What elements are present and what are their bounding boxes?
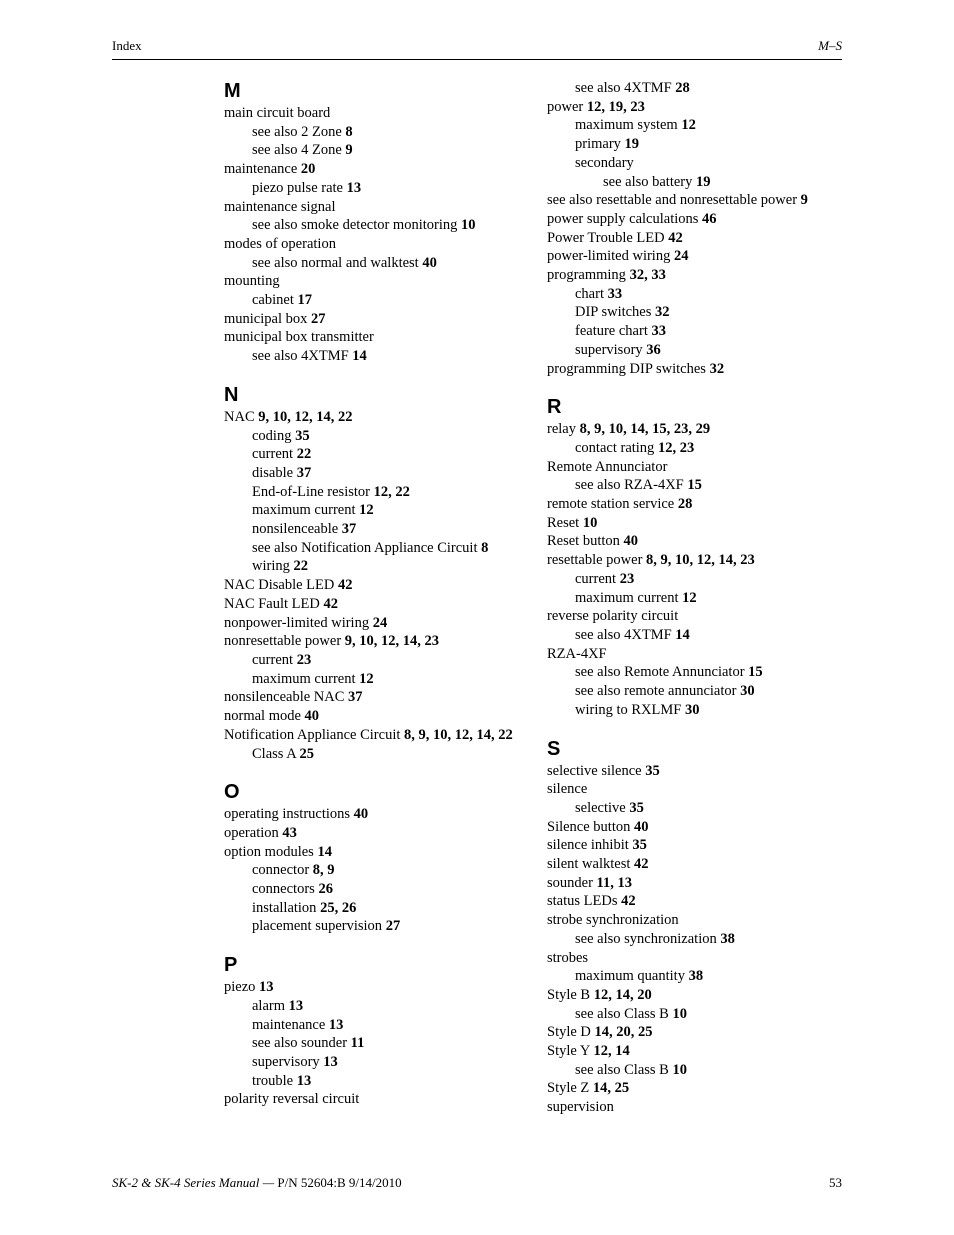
index-page-refs: 9 [345, 142, 353, 159]
index-entry [547, 911, 847, 930]
index-page-refs: 10 [461, 217, 476, 234]
index-term: NAC [224, 408, 259, 425]
index-entry [224, 160, 524, 179]
index-page-refs: 23 [619, 570, 635, 587]
index-term: Class A [252, 745, 300, 762]
index-page-refs: 32, 33 [629, 267, 666, 284]
index-entry [547, 514, 847, 533]
index-page-refs: 40 [623, 533, 639, 550]
index-term: connector [252, 862, 313, 879]
index-page-refs: 37 [296, 464, 312, 481]
index-term: Power Trouble LED [547, 229, 669, 246]
index-subentry [224, 464, 524, 483]
index-entry [224, 632, 524, 651]
index-subentry [547, 682, 847, 701]
index-entry [224, 576, 524, 595]
index-page-refs: 30 [740, 683, 755, 700]
index-subentry [224, 1053, 524, 1072]
index-page-refs: 9, 10, 12, 14, 22 [258, 408, 353, 425]
index-term: modes of operation [224, 235, 336, 252]
index-entry [547, 551, 847, 570]
index-term: current [252, 651, 297, 668]
index-page-refs: 27 [311, 310, 326, 327]
index-entry [547, 458, 847, 477]
index-page-refs: 19 [624, 136, 640, 153]
index-page-refs: 40 [422, 254, 437, 271]
index-page-refs: 33 [651, 323, 666, 340]
index-entry [547, 855, 847, 874]
index-term: wiring [252, 558, 294, 575]
index-entry [224, 843, 524, 862]
index-page-refs: 14 [675, 626, 690, 643]
index-subentry [224, 880, 524, 899]
index-page-refs: 12, 22 [373, 483, 410, 500]
index-subentry [224, 1016, 524, 1035]
index-term: polarity reversal circuit [224, 1091, 360, 1108]
index-page-refs: 12 [682, 589, 697, 606]
index-term: see also Remote Annunciator [575, 664, 749, 681]
index-term: maximum current [252, 502, 360, 519]
index-term: Silence button [547, 818, 634, 835]
index-term: Notification Appliance Circuit [224, 726, 404, 743]
index-page-refs: 40 [634, 818, 649, 835]
index-page-refs: 42 [634, 856, 649, 873]
index-term: nonsilenceable NAC [224, 689, 349, 706]
index-entry [547, 836, 847, 855]
index-subentry [547, 589, 847, 608]
index-entry [224, 824, 524, 843]
index-page-refs: 43 [282, 824, 297, 841]
index-term: remote station service [547, 496, 678, 513]
index-column-right [547, 79, 847, 1117]
index-entry [547, 780, 847, 799]
index-page-refs: 10 [672, 1005, 687, 1022]
index-term: nonsilenceable [252, 521, 342, 538]
index-page-refs: 13 [346, 179, 362, 196]
index-term: see also battery [603, 173, 697, 190]
index-page-refs: 35 [629, 799, 644, 816]
index-page-refs: 19 [696, 173, 711, 190]
index-page-refs: 40 [353, 806, 369, 823]
index-page-refs: 38 [688, 968, 704, 985]
index-subentry [224, 254, 524, 273]
index-term: maximum system [575, 117, 682, 134]
index-subentry [224, 670, 524, 689]
index-page-refs: 20 [300, 161, 316, 178]
index-entry [224, 805, 524, 824]
index-term: relay [547, 421, 580, 438]
index-page-refs: 12, 19, 23 [586, 98, 645, 115]
index-term: maintenance [252, 1016, 329, 1033]
index-subentry [547, 116, 847, 135]
index-term: normal mode [224, 708, 305, 725]
index-page-refs: 14, 20, 25 [594, 1024, 653, 1041]
index-page-refs: 36 [646, 341, 661, 358]
index-subentry [547, 285, 847, 304]
index-subentry [547, 1005, 847, 1024]
index-page-refs: 33 [607, 285, 623, 302]
index-page-refs: 12, 14 [593, 1043, 630, 1060]
index-term: nonresettable power [224, 633, 345, 650]
index-page-refs: 8, 9, 10, 12, 14, 23 [646, 552, 755, 569]
index-subentry [547, 322, 847, 341]
index-entry [547, 1042, 847, 1061]
index-subentry [547, 799, 847, 818]
index-term: End-of-Line resistor [252, 483, 374, 500]
index-page-refs: 11, 13 [596, 874, 632, 891]
index-term: nonpower-limited wiring [224, 614, 373, 631]
index-entry [547, 949, 847, 968]
index-letter-heading: N [224, 383, 239, 406]
index-term: operating instructions [224, 806, 354, 823]
index-entry [224, 408, 524, 427]
index-page-refs: 25, 26 [320, 899, 357, 916]
index-entry [547, 892, 847, 911]
index-term: see also 4XTMF [575, 80, 676, 96]
index-term: contact rating [575, 439, 658, 456]
index-page-refs: 9 [800, 192, 808, 209]
index-page-refs: 28 [675, 80, 690, 96]
index-subentry [547, 930, 847, 949]
running-header-right: M–S [818, 38, 842, 53]
index-term: silence inhibit [547, 837, 633, 854]
index-entry [224, 310, 524, 329]
index-entry [224, 978, 524, 997]
index-subentry [547, 663, 847, 682]
index-entry [224, 235, 524, 254]
index-term: NAC Fault LED [224, 595, 324, 612]
index-page-refs: 8, 9, 10, 14, 15, 23, 29 [579, 421, 711, 438]
index-letter-heading: S [547, 737, 561, 760]
index-subentry [224, 861, 524, 880]
index-page-refs: 23 [296, 651, 312, 668]
index-page-refs: 9, 10, 12, 14, 23 [344, 633, 440, 650]
index-entry [547, 607, 847, 626]
index-subentry [224, 427, 524, 446]
index-term: Reset [547, 514, 583, 531]
index-page-refs: 13 [296, 1072, 312, 1089]
index-term: maintenance [224, 161, 301, 178]
index-term: NAC Disable LED [224, 577, 338, 594]
index-page-refs: 38 [720, 930, 735, 947]
index-subentry [224, 1034, 524, 1053]
index-term: selective [575, 799, 630, 816]
index-term: strobes [547, 949, 589, 966]
index-term: programming [547, 267, 630, 284]
index-term: maximum current [575, 589, 683, 606]
index-term: operation [224, 824, 283, 841]
index-term: status LEDs [547, 893, 622, 910]
page-number: 53 [829, 1175, 842, 1190]
running-header-left: Index [112, 38, 142, 53]
index-subentry [224, 347, 524, 366]
index-term: maximum current [252, 670, 360, 687]
index-term: see also RZA-4XF [575, 477, 688, 494]
index-entry [224, 595, 524, 614]
index-subentry [547, 701, 847, 720]
index-page-refs: 8 [345, 123, 353, 140]
index-subentry [547, 79, 847, 98]
index-page-refs: 14, 25 [592, 1080, 630, 1097]
index-page-refs: 22 [296, 446, 312, 463]
index-letter-heading: R [547, 396, 562, 419]
index-term: see also 4XTMF [252, 348, 353, 365]
index-entry [224, 707, 524, 726]
index-term: cabinet [252, 292, 298, 309]
index-entry [224, 1090, 524, 1109]
index-subentry [224, 291, 524, 310]
index-entry [547, 420, 847, 439]
index-page-refs: 35 [645, 762, 660, 779]
index-term: option modules [224, 843, 318, 860]
index-page-refs: 25 [299, 745, 315, 762]
index-letter-heading: P [224, 954, 238, 977]
index-term: piezo pulse rate [252, 179, 347, 196]
index-letter-heading: M [224, 80, 241, 102]
index-entry [547, 1023, 847, 1042]
index-term: see also smoke detector monitoring [252, 217, 461, 234]
index-entry [547, 229, 847, 248]
index-term: placement supervision [252, 918, 386, 935]
index-term: piezo [224, 979, 260, 996]
index-page-refs: 10 [672, 1061, 687, 1078]
index-term: silent walktest [547, 856, 634, 873]
index-term: alarm [252, 997, 289, 1014]
index-term: power-limited wiring [547, 248, 674, 265]
index-term: municipal box transmitter [224, 329, 374, 346]
index-term: coding [252, 427, 296, 444]
index-subentry [547, 303, 847, 322]
index-page-refs: 13 [259, 979, 274, 996]
index-subentry [547, 191, 847, 210]
index-term: Style D [547, 1024, 595, 1041]
index-subentry [224, 123, 524, 142]
index-term: see also Class B [575, 1005, 673, 1022]
index-subentry [547, 341, 847, 360]
index-subentry [547, 967, 847, 986]
index-entry [224, 688, 524, 707]
index-page-refs: 42 [621, 893, 636, 910]
index-page-refs: 42 [668, 229, 683, 246]
index-term: RZA-4XF [547, 645, 607, 662]
index-term: main circuit board [224, 105, 331, 121]
index-term: Reset button [547, 533, 624, 550]
index-term: reverse polarity circuit [547, 608, 679, 625]
index-term: supervision [547, 1099, 614, 1116]
index-term: connectors [252, 881, 319, 898]
index-entry [547, 1079, 847, 1098]
index-page-refs: 37 [348, 689, 363, 706]
index-term: power supply calculations [547, 210, 703, 227]
index-subentry [547, 476, 847, 495]
index-page-refs: 26 [318, 881, 333, 898]
index-term: Remote Annunciator [547, 458, 668, 475]
index-term: resettable power [547, 552, 647, 569]
index-entry [547, 532, 847, 551]
index-subentry [224, 557, 524, 576]
index-page-refs: 22 [293, 558, 308, 575]
index-term: silence [547, 781, 588, 798]
index-page-refs: 35 [295, 427, 310, 444]
index-subentry [224, 483, 524, 502]
index-page-refs: 46 [702, 210, 717, 227]
index-subentry [224, 539, 524, 558]
index-entry [547, 762, 847, 781]
index-subentry [547, 173, 847, 192]
index-subentry [224, 216, 524, 235]
index-entry [224, 272, 524, 291]
index-page-refs: 15 [748, 664, 763, 681]
index-page-refs: 11 [350, 1035, 365, 1052]
index-term: see also Notification Appliance Circuit [252, 539, 482, 556]
index-term: sounder [547, 874, 597, 891]
index-term: current [575, 570, 620, 587]
index-subentry [547, 626, 847, 645]
index-entry [224, 104, 524, 123]
index-term: chart [575, 285, 608, 302]
footer-part-number: P/N 52604:B 9/14/2010 [277, 1175, 402, 1190]
index-entry [547, 645, 847, 664]
index-page-refs: 24 [372, 614, 388, 631]
index-term: Style B [547, 986, 594, 1003]
index-page-refs: 32 [709, 360, 725, 377]
index-entry [547, 266, 847, 285]
index-term: selective silence [547, 762, 646, 779]
index-page-refs: 15 [687, 477, 702, 494]
index-term: see also 2 Zone [252, 123, 346, 140]
index-subentry [224, 179, 524, 198]
index-term: see also resettable and nonresettable power [547, 192, 801, 209]
index-subentry [224, 141, 524, 160]
index-subentry [224, 997, 524, 1016]
footer-manual [112, 1175, 402, 1191]
footer-manual-title: SK-2 & SK-4 Series Manual — [112, 1175, 278, 1190]
index-term: municipal box [224, 310, 311, 327]
index-entry [547, 210, 847, 229]
index-entry [547, 495, 847, 514]
index-term: supervisory [252, 1053, 324, 1070]
index-term: see also 4XTMF [575, 626, 676, 643]
index-column-left [224, 79, 524, 1109]
index-subentry [547, 439, 847, 458]
index-page-refs: 14 [352, 348, 367, 365]
index-entry [547, 247, 847, 266]
index-term: supervisory [575, 341, 647, 358]
index-entry [547, 360, 847, 379]
index-page-refs: 24 [673, 248, 689, 265]
index-term: trouble [252, 1072, 297, 1089]
index-page-refs: 30 [684, 701, 700, 718]
index-page-refs: 10 [582, 514, 598, 531]
index-term: see also sounder [252, 1035, 351, 1052]
index-page-refs: 37 [341, 521, 357, 538]
index-subentry [224, 745, 524, 764]
index-term: installation [252, 899, 321, 916]
index-entry [224, 726, 524, 745]
index-page-refs: 42 [337, 577, 353, 594]
index-subentry [547, 154, 847, 173]
index-term: power [547, 98, 587, 115]
index-entry [224, 614, 524, 633]
index-subentry [224, 520, 524, 539]
index-term: disable [252, 464, 297, 481]
index-subentry [224, 445, 524, 464]
index-page-refs: 42 [323, 595, 338, 612]
index-term: see also remote annunciator [575, 683, 741, 700]
index-page-refs: 14 [317, 843, 332, 860]
index-subentry [547, 570, 847, 589]
index-page-refs: 8 [481, 539, 489, 556]
index-subentry [224, 501, 524, 520]
index-page-refs: 13 [288, 997, 304, 1014]
index-page-refs: 35 [632, 837, 647, 854]
index-subentry [224, 917, 524, 936]
index-page-refs: 28 [677, 496, 693, 513]
index-entry [224, 328, 524, 347]
index-term: mounting [224, 273, 280, 290]
index-term: current [252, 446, 297, 463]
index-page-refs: 12 [359, 670, 374, 687]
index-term: DIP switches [575, 304, 656, 321]
index-entry [224, 198, 524, 217]
index-term: see also 4 Zone [252, 142, 346, 159]
index-page-refs: 40 [304, 708, 320, 725]
index-page-refs: 8, 9, 10, 12, 14, 22 [404, 726, 513, 743]
index-term: programming DIP switches [547, 360, 710, 377]
index-term: Style Z [547, 1080, 593, 1097]
index-term: maximum quantity [575, 968, 689, 985]
index-subentry [224, 1072, 524, 1091]
index-term: strobe synchronization [547, 912, 679, 929]
index-subentry [224, 651, 524, 670]
index-subentry [547, 135, 847, 154]
index-subentry [547, 1061, 847, 1080]
index-entry [547, 1098, 847, 1117]
index-page-refs: 8, 9 [312, 862, 335, 879]
index-entry [547, 986, 847, 1005]
index-page-refs: 13 [323, 1053, 338, 1070]
index-subentry [224, 899, 524, 918]
index-page-refs: 12 [681, 117, 696, 134]
index-term: see also synchronization [575, 930, 721, 947]
index-term: feature chart [575, 323, 652, 340]
header-rule [112, 59, 842, 60]
index-page-refs: 13 [328, 1016, 344, 1033]
index-entry [547, 98, 847, 117]
index-page-refs: 12 [359, 502, 374, 519]
index-page-refs: 27 [385, 918, 401, 935]
index-term: see also Class B [575, 1061, 673, 1078]
index-entry [547, 874, 847, 893]
index-page-refs: 17 [297, 292, 312, 309]
index-letter-heading: O [224, 781, 240, 804]
index-entry [547, 818, 847, 837]
index-term: wiring to RXLMF [575, 701, 685, 718]
index-page-refs: 12, 23 [657, 439, 695, 456]
index-term: see also normal and walktest [252, 254, 423, 271]
index-term: secondary [575, 154, 634, 171]
index-term: Style Y [547, 1043, 594, 1060]
index-page-refs: 12, 14, 20 [593, 986, 652, 1003]
index-page-refs: 32 [655, 304, 670, 321]
index-term: primary [575, 136, 625, 153]
index-term: maintenance signal [224, 198, 336, 215]
